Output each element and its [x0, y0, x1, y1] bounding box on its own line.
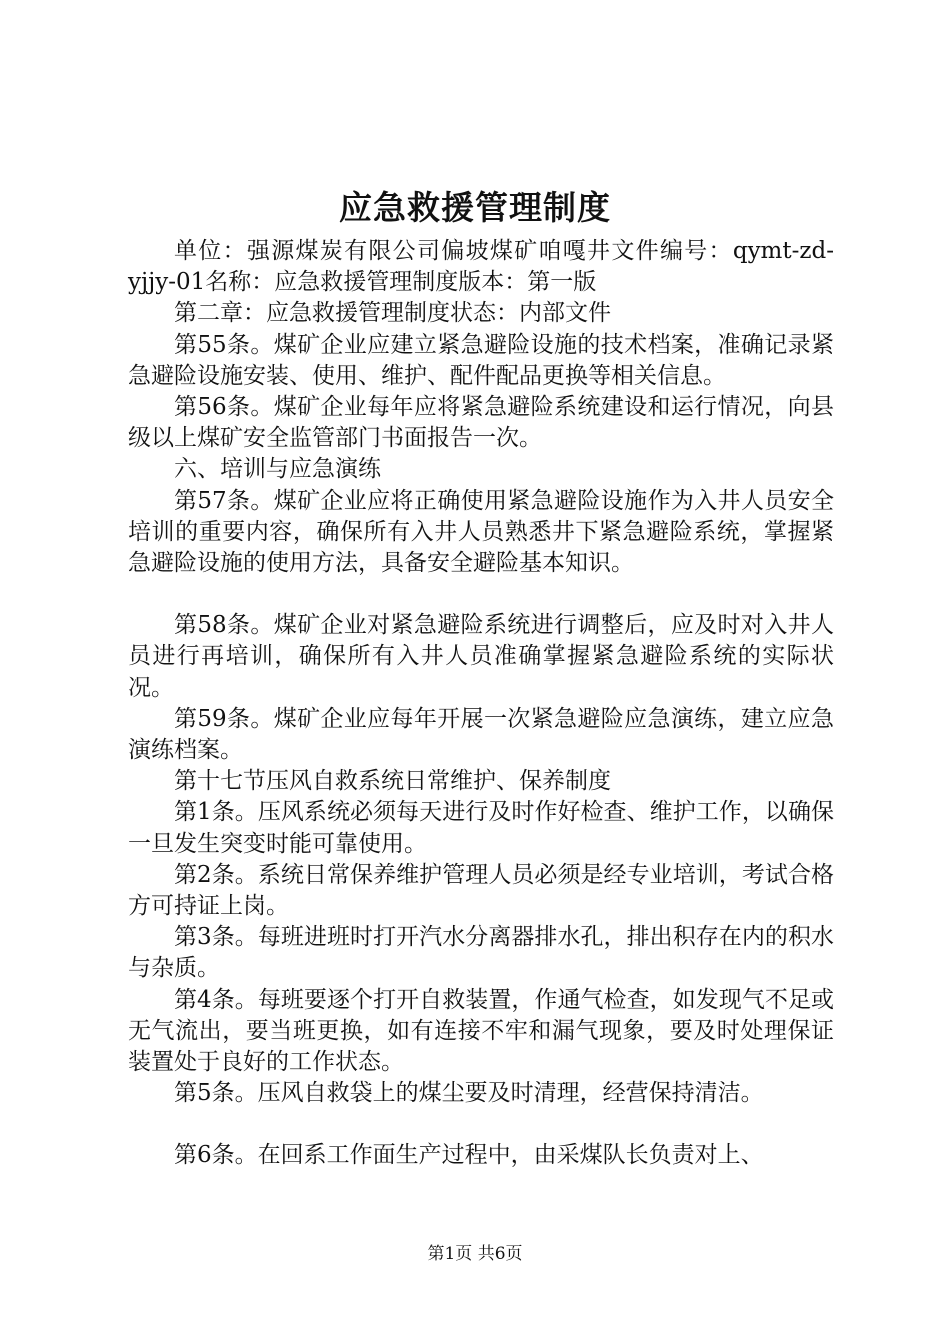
paragraph-article-58: 第58条。煤矿企业对紧急避险系统进行调整后，应及时对入井人员进行再培训，确保所有入井人员准确掌握紧急避险系统的实际状况。 — [128, 612, 834, 701]
paragraph-article-56: 第56条。煤矿企业每年应将紧急避险系统建设和运行情况，向县级以上煤矿安全监管部门书面报告一次。 — [128, 394, 834, 452]
section-heading-section-17: 第十七节压风自救系统日常维护、保养制度 — [174, 768, 611, 795]
page-footer: 第1页 共6页 — [427, 1244, 523, 1264]
paragraph-article-6: 第6条。在回系工作面生产过程中，由采煤队长负责对上、 — [174, 1142, 764, 1169]
document-title: 应急救援管理制度 — [339, 188, 611, 227]
paragraph-chapter-status: 第二章：应急救援管理制度状态：内部文件 — [174, 300, 611, 327]
paragraph-article-59: 第59条。煤矿企业应每年开展一次紧急避险应急演练，建立应急演练档案。 — [128, 705, 834, 764]
paragraph-article-2: 第2条。系统日常保养维护管理人员必须是经专业培训，考试合格方可持证上岗。 — [128, 861, 834, 920]
paragraph-article-5: 第5条。压风自救袋上的煤尘要及时清理，经营保持清洁。 — [174, 1080, 764, 1107]
paragraph-unit-info: 单位：强源煤炭有限公司偏坡煤矿咱嘎井文件编号：qymt-zd-yjjy-01名称：应急救援管理制度版本：第一版 — [128, 238, 834, 296]
paragraph-article-55: 第55条。煤矿企业应建立紧急避险设施的技术档案，准确记录紧急避险设施安装、使用、维护、配件配品更换等相关信息。 — [128, 331, 834, 389]
document-body — [128, 236, 834, 1172]
paragraph-article-4: 第4条。每班要逐个打开自救装置，作通气检查，如发现气不足或无气流出，要当班更换，如有连接不牢和漏气现象，要及时处理保证装置处于良好的工作状态。 — [128, 986, 834, 1076]
paragraph-article-57: 第57条。煤矿企业应将正确使用紧急避险设施作为入井人员安全培训的重要内容，确保所有入井人员熟悉井下紧急避险系统，掌握紧急避险设施的使用方法，具备安全避险基本知识。 — [128, 487, 834, 577]
section-heading-training: 六、培训与应急演练 — [174, 456, 381, 483]
paragraph-article-3: 第3条。每班进班时打开汽水分离器排水孔，排出积存在内的积水与杂质。 — [128, 924, 834, 982]
paragraph-article-1: 第1条。压风系统必须每天进行及时作好检查、维护工作，以确保一旦发生突变时能可靠使用。 — [128, 799, 834, 857]
